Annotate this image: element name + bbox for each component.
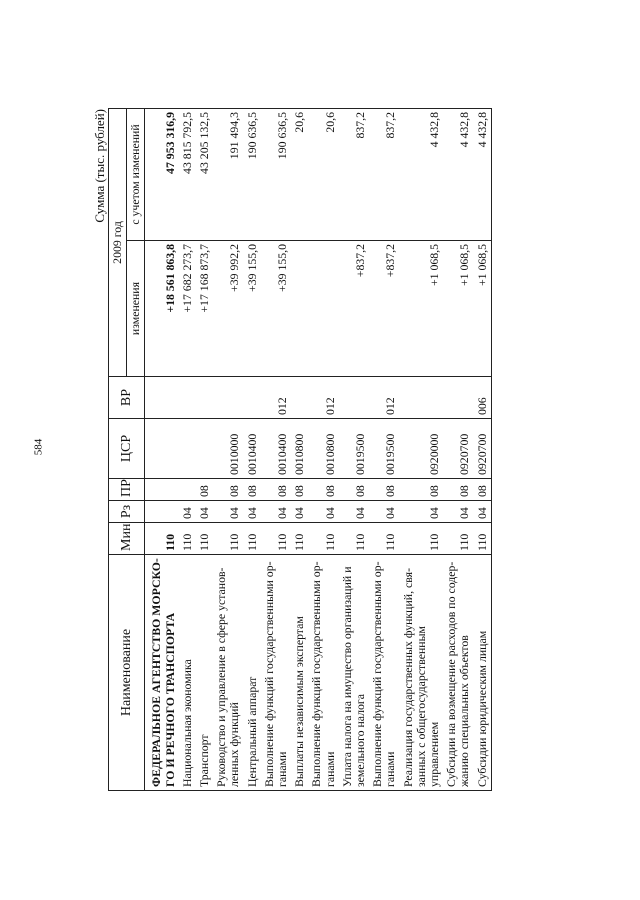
table-row: [179, 109, 196, 791]
cell-total: 4 432,8: [400, 109, 444, 241]
cell-pr: 08: [291, 479, 308, 501]
cell-csr: 0920000: [400, 419, 444, 479]
table-row: [443, 109, 473, 791]
table-row: [213, 109, 243, 791]
cell-name: Национальная экономика: [179, 555, 196, 791]
cell-csr: 0920700: [474, 419, 492, 479]
cell-vr: 006: [474, 377, 492, 419]
cell-name: ФЕДЕРАЛЬНОЕ АГЕНТСТВО МОРСКО-ГО И РЕЧНОГО ТРАНСПОРТА: [145, 555, 179, 791]
cell-changes: [308, 241, 338, 377]
cell-pr: [145, 479, 179, 501]
header-csr: ЦСР: [109, 419, 145, 479]
table-row: [369, 109, 399, 791]
header-rz: Рз: [109, 501, 145, 523]
cell-pr: 08: [474, 479, 492, 501]
cell-min: 110: [179, 523, 196, 555]
cell-rz: 04: [443, 501, 473, 523]
cell-min: 110: [291, 523, 308, 555]
cell-rz: 04: [179, 501, 196, 523]
table-row: [308, 109, 338, 791]
header-vr: ВР: [109, 377, 145, 419]
header-pr: ПР: [109, 479, 145, 501]
cell-rz: 04: [308, 501, 338, 523]
cell-pr: 08: [443, 479, 473, 501]
cell-name: Транспорт: [196, 555, 213, 791]
cell-name: Выполнение функций государственными ор-ганами: [308, 555, 338, 791]
cell-rz: 04: [244, 501, 261, 523]
cell-rz: [145, 501, 179, 523]
table-row: [145, 109, 179, 791]
units-label: Сумма (тыс. рублей): [92, 109, 107, 223]
cell-total: 190 636,5: [244, 109, 261, 241]
cell-min: 110: [474, 523, 492, 555]
table-row: [244, 109, 261, 791]
table-row: [196, 109, 213, 791]
cell-pr: 08: [196, 479, 213, 501]
cell-min: 110: [339, 523, 369, 555]
cell-pr: 08: [339, 479, 369, 501]
table-row: [291, 109, 308, 791]
cell-min: 110: [213, 523, 243, 555]
cell-changes: +1 068,5: [400, 241, 444, 377]
cell-pr: 08: [369, 479, 399, 501]
cell-changes: +39 155,0: [244, 241, 261, 377]
cell-pr: 08: [213, 479, 243, 501]
cell-total: 47 953 316,9: [145, 109, 179, 241]
cell-vr: 012: [369, 377, 399, 419]
cell-csr: 0010400: [244, 419, 261, 479]
cell-min: 110: [443, 523, 473, 555]
cell-name: Выплаты независимым экспертам: [291, 555, 308, 791]
cell-csr: [145, 419, 179, 479]
cell-changes: +39 992,2: [213, 241, 243, 377]
cell-csr: [196, 419, 213, 479]
cell-rz: 04: [474, 501, 492, 523]
header-min: Мин: [109, 523, 145, 555]
table-row: [339, 109, 369, 791]
cell-rz: 04: [196, 501, 213, 523]
cell-changes: +837,2: [339, 241, 369, 377]
cell-total: 4 432,8: [474, 109, 492, 241]
cell-pr: [179, 479, 196, 501]
header-with-changes: с учетом изменений: [127, 109, 145, 241]
cell-name: Руководство и управление в сфере установ-ленных функций: [213, 555, 243, 791]
rotated-document: [92, 109, 548, 791]
cell-name: Выполнение функций государственными ор-ганами: [261, 555, 291, 791]
cell-vr: [196, 377, 213, 419]
cell-rz: 04: [261, 501, 291, 523]
cell-vr: [244, 377, 261, 419]
cell-min: 110: [308, 523, 338, 555]
cell-csr: 0010000: [213, 419, 243, 479]
cell-name: Выполнение функций государственными ор-ганами: [369, 555, 399, 791]
header-changes: изменения: [127, 241, 145, 377]
cell-csr: 0019500: [339, 419, 369, 479]
cell-rz: 04: [213, 501, 243, 523]
cell-vr: [213, 377, 243, 419]
table-row: [474, 109, 492, 791]
cell-rz: 04: [369, 501, 399, 523]
cell-total: 190 636,5: [261, 109, 291, 241]
cell-total: 191 494,3: [213, 109, 243, 241]
cell-name: Центральный аппарат: [244, 555, 261, 791]
cell-vr: [443, 377, 473, 419]
cell-pr: 08: [400, 479, 444, 501]
table-row: [261, 109, 291, 791]
cell-vr: [291, 377, 308, 419]
page-number: 584: [32, 438, 45, 456]
cell-name: Реализация государственных функций, свя-занных с общегосударственным управлением: [400, 555, 444, 791]
cell-pr: 08: [261, 479, 291, 501]
cell-total: 837,2: [369, 109, 399, 241]
cell-min: 110: [369, 523, 399, 555]
table-header: [109, 109, 145, 791]
cell-vr: [179, 377, 196, 419]
cell-name: Уплата налога на имущество организаций и земельного налога: [339, 555, 369, 791]
cell-rz: 04: [291, 501, 308, 523]
cell-vr: [400, 377, 444, 419]
cell-name: Субсидии юридическим лицам: [474, 555, 492, 791]
cell-min: 110: [261, 523, 291, 555]
cell-total: 837,2: [339, 109, 369, 241]
cell-vr: [145, 377, 179, 419]
cell-changes: [291, 241, 308, 377]
cell-name: Субсидии на возмещение расходов по содер-жанию специальных объектов: [443, 555, 473, 791]
cell-rz: 04: [339, 501, 369, 523]
cell-min: 110: [400, 523, 444, 555]
cell-changes: +17 682 273,7: [179, 241, 196, 377]
cell-total: 43 205 132,5: [196, 109, 213, 241]
cell-total: 4 432,8: [443, 109, 473, 241]
cell-changes: +17 168 873,7: [196, 241, 213, 377]
cell-csr: 0019500: [369, 419, 399, 479]
cell-changes: +1 068,5: [443, 241, 473, 377]
cell-changes: +837,2: [369, 241, 399, 377]
cell-total: 20,6: [291, 109, 308, 241]
budget-table: [108, 108, 492, 791]
cell-vr: [339, 377, 369, 419]
cell-csr: 0010400: [261, 419, 291, 479]
header-year: 2009 год: [109, 109, 127, 377]
header-name: Наименование: [109, 555, 145, 791]
cell-csr: [179, 419, 196, 479]
cell-vr: 012: [308, 377, 338, 419]
cell-min: 110: [244, 523, 261, 555]
cell-pr: 08: [308, 479, 338, 501]
cell-changes: +18 561 863,8: [145, 241, 179, 377]
cell-changes: +1 068,5: [474, 241, 492, 377]
cell-pr: 08: [244, 479, 261, 501]
cell-csr: 0010800: [308, 419, 338, 479]
cell-vr: 012: [261, 377, 291, 419]
cell-total: 43 815 792,5: [179, 109, 196, 241]
cell-min: 110: [145, 523, 179, 555]
cell-min: 110: [196, 523, 213, 555]
table-row: [400, 109, 444, 791]
cell-rz: 04: [400, 501, 444, 523]
cell-csr: 0010800: [291, 419, 308, 479]
cell-csr: 0920700: [443, 419, 473, 479]
cell-total: 20,6: [308, 109, 338, 241]
cell-changes: +39 155,0: [261, 241, 291, 377]
table-body: [145, 109, 491, 791]
